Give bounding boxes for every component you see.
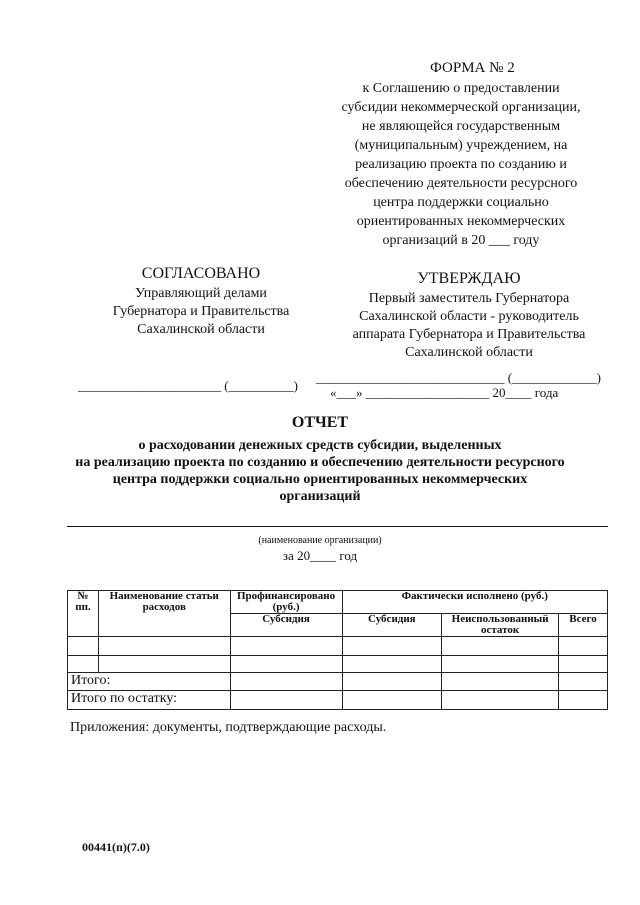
agreement-line: ориентированных некоммерческих [356,214,566,229]
agreement-reference [318,79,604,250]
table-total-row [68,673,608,691]
subheader-subsidy: Субсидия [230,614,342,637]
agreed-signature-line: ______________________ (__________) [78,378,298,393]
header-number: № пп. [68,591,99,637]
report-title: ОТЧЕТ [291,414,349,431]
form-label: ФОРМА № 2 [430,60,515,76]
table-header-row [68,591,608,614]
header-expense-item: Наименование статьи расходов [98,591,230,637]
approved-line: Первый заместитель Губернатора [368,291,570,306]
agreement-line: обеспечению деятельности ресурсного [344,176,578,191]
remaining-total-label: Итого по остатку: [68,691,231,710]
approved-signature-line: _____________________________ (_____________) [316,370,601,385]
agreement-line: (муниципальным) учреждением, на [354,138,568,153]
approved-line: аппарата Губернатора и Правительства [352,327,586,342]
subtitle-line: центра поддержки социально ориентированных некоммерческих [112,472,528,487]
table-remaining-row [68,691,608,710]
table-row [68,656,608,673]
agreement-line: реализацию проекта по созданию и [355,157,567,172]
subheader-total: Всего [559,614,608,637]
subheader-actual-subsidy: Субсидия [342,614,442,637]
header-financed: Профинансировано (руб.) [230,591,342,614]
agreement-line: центра поддержки социально [373,195,549,210]
approval-block-agreed [90,265,312,339]
approved-date-line: «___» ___________________ 20____ года [330,385,559,400]
approval-block-approved [330,270,608,362]
header-actual: Фактически исполнено (руб.) [342,591,608,614]
total-label: Итого: [68,673,231,691]
agreement-line: организаций в 20 ___ году [382,233,540,248]
expense-table [67,590,608,710]
agreed-line: Сахалинской области [137,322,265,337]
table-row [68,637,608,656]
organization-caption: (наименование организации) [258,535,382,546]
form-code: 00441(п)(7.0) [82,840,150,854]
agreement-line: к Соглашению о предоставлении [362,81,560,96]
subtitle-line: организаций [279,489,361,504]
approved-line: Сахалинской области [405,345,533,360]
agreed-heading: СОГЛАСОВАНО [141,265,261,282]
agreement-line: субсидии некоммерческой организации, [341,100,581,115]
subtitle-line: о расходовании денежных средств субсидии, выделенных [138,438,502,453]
subheader-remaining: Неиспользованный остаток [442,614,559,637]
appendix-note: Приложения: документы, подтверждающие расходы. [70,720,387,735]
report-year: за 20____ год [282,548,358,563]
report-subtitle [0,437,640,505]
agreement-line: не являющейся государственным [361,119,561,134]
subtitle-line: на реализацию проекта по созданию и обеспечению деятельности ресурсного [75,455,565,470]
organization-name-line [67,526,608,527]
agreed-line: Управляющий делами [135,286,267,301]
approved-heading: УТВЕРЖДАЮ [417,270,521,287]
agreed-line: Губернатора и Правительства [112,304,290,319]
approved-line: Сахалинской области - руководитель [359,309,579,324]
